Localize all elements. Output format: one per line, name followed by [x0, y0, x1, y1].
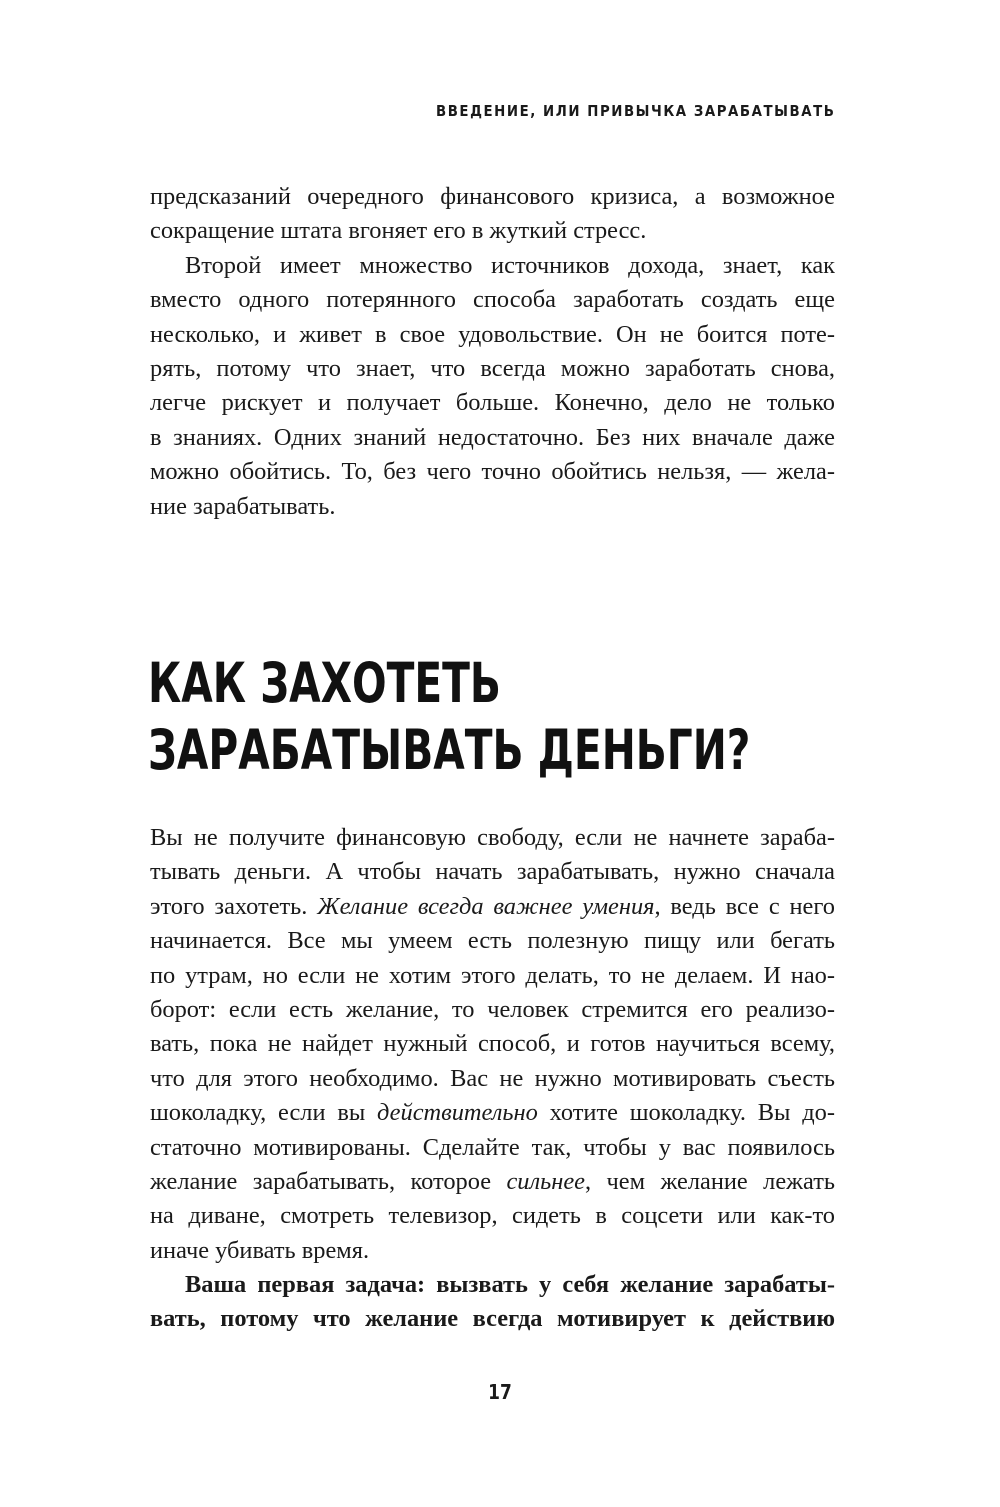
text-run: , ведь все с него	[654, 892, 835, 920]
paragraph-line: вместо одного потерянного способа заработать создать еще	[150, 286, 835, 314]
emphasis-text: сильнее	[506, 1167, 585, 1195]
paragraph-line: что для этого необходимо. Вас не нужно мотивировать съесть	[150, 1064, 835, 1092]
emphasis-text: Желание всегда важнее умения	[317, 892, 655, 920]
text-run: , чем желание лежать	[585, 1167, 835, 1195]
text-run: желание зарабатывать, которое	[150, 1167, 507, 1195]
paragraph-line: борот: если есть желание, то человек стремится его реализо-	[150, 995, 835, 1023]
paragraph-line-bold: вать, потому что желание всегда мотивирует к действию	[150, 1305, 835, 1333]
paragraph-line: предсказаний очередного финансового кризиса, а возможное	[150, 183, 835, 210]
running-head: ВВЕДЕНИЕ, ИЛИ ПРИВЫЧКА ЗАРАБАТЫВАТЬ	[435, 102, 835, 120]
paragraph-line: несколько, и живет в свое удовольствие. Он не боится поте-	[150, 320, 835, 348]
paragraph-line	[150, 1096, 835, 1130]
text-run: этого захотеть.	[150, 892, 318, 920]
paragraph-line: тывать деньги. А чтобы начать зарабатывать, нужно сначала	[150, 858, 835, 886]
paragraph-line: иначе убивать время.	[150, 1236, 370, 1264]
page-number: 17	[488, 1380, 512, 1404]
text-run: шоколадку, если вы	[150, 1099, 378, 1127]
paragraph-line: начинается. Все мы умеем есть полезную пищу или бегать	[150, 927, 835, 955]
paragraph-line: сокращение штата вгоняет его в жуткий стресс.	[150, 217, 647, 245]
paragraph-line: Вы не получите финансовую свободу, если не начнете зараба-	[150, 824, 835, 851]
paragraph-line: по утрам, но если не хотим этого делать, то не делаем. И нао-	[150, 961, 835, 989]
section-heading-line-2: ЗАРАБАТЫВАТЬ ДЕНЬГИ?	[148, 718, 751, 782]
body-text-bottom	[150, 821, 835, 1337]
paragraph-line: можно обойтись. То, без чего точно обойтись нельзя, — жела-	[150, 458, 835, 486]
paragraph-line: легче рискует и получает больше. Конечно, дело не только	[150, 389, 835, 417]
paragraph-line: в знаниях. Одних знаний недостаточно. Без них вначале даже	[150, 423, 835, 451]
paragraph-line: Второй имеет множество источников дохода, знает, как	[185, 251, 835, 279]
paragraph-line: статочно мотивированы. Сделайте так, чтобы у вас появилось	[150, 1133, 835, 1161]
paragraph-line: на диване, смотреть телевизор, сидеть в соцсети или как-то	[150, 1202, 835, 1230]
emphasis-text: действительно	[377, 1099, 538, 1127]
paragraph-line: ние зарабатывать.	[150, 492, 336, 520]
section-heading-line-1: КАК ЗАХОТЕТЬ	[148, 651, 501, 715]
body-text-top	[150, 180, 835, 524]
text-run: хотите шоколадку. Вы до-	[537, 1099, 835, 1127]
paragraph-line-bold: Ваша первая задача: вызвать у себя желание зарабаты-	[185, 1271, 835, 1299]
paragraph-line: рять, потому что знает, что всегда можно заработать снова,	[150, 354, 835, 382]
section-heading	[148, 650, 750, 784]
paragraph-line	[150, 1165, 835, 1199]
paragraph-line: вать, пока не найдет нужный способ, и готов научиться всему,	[150, 1030, 835, 1058]
paragraph-line	[150, 890, 835, 924]
